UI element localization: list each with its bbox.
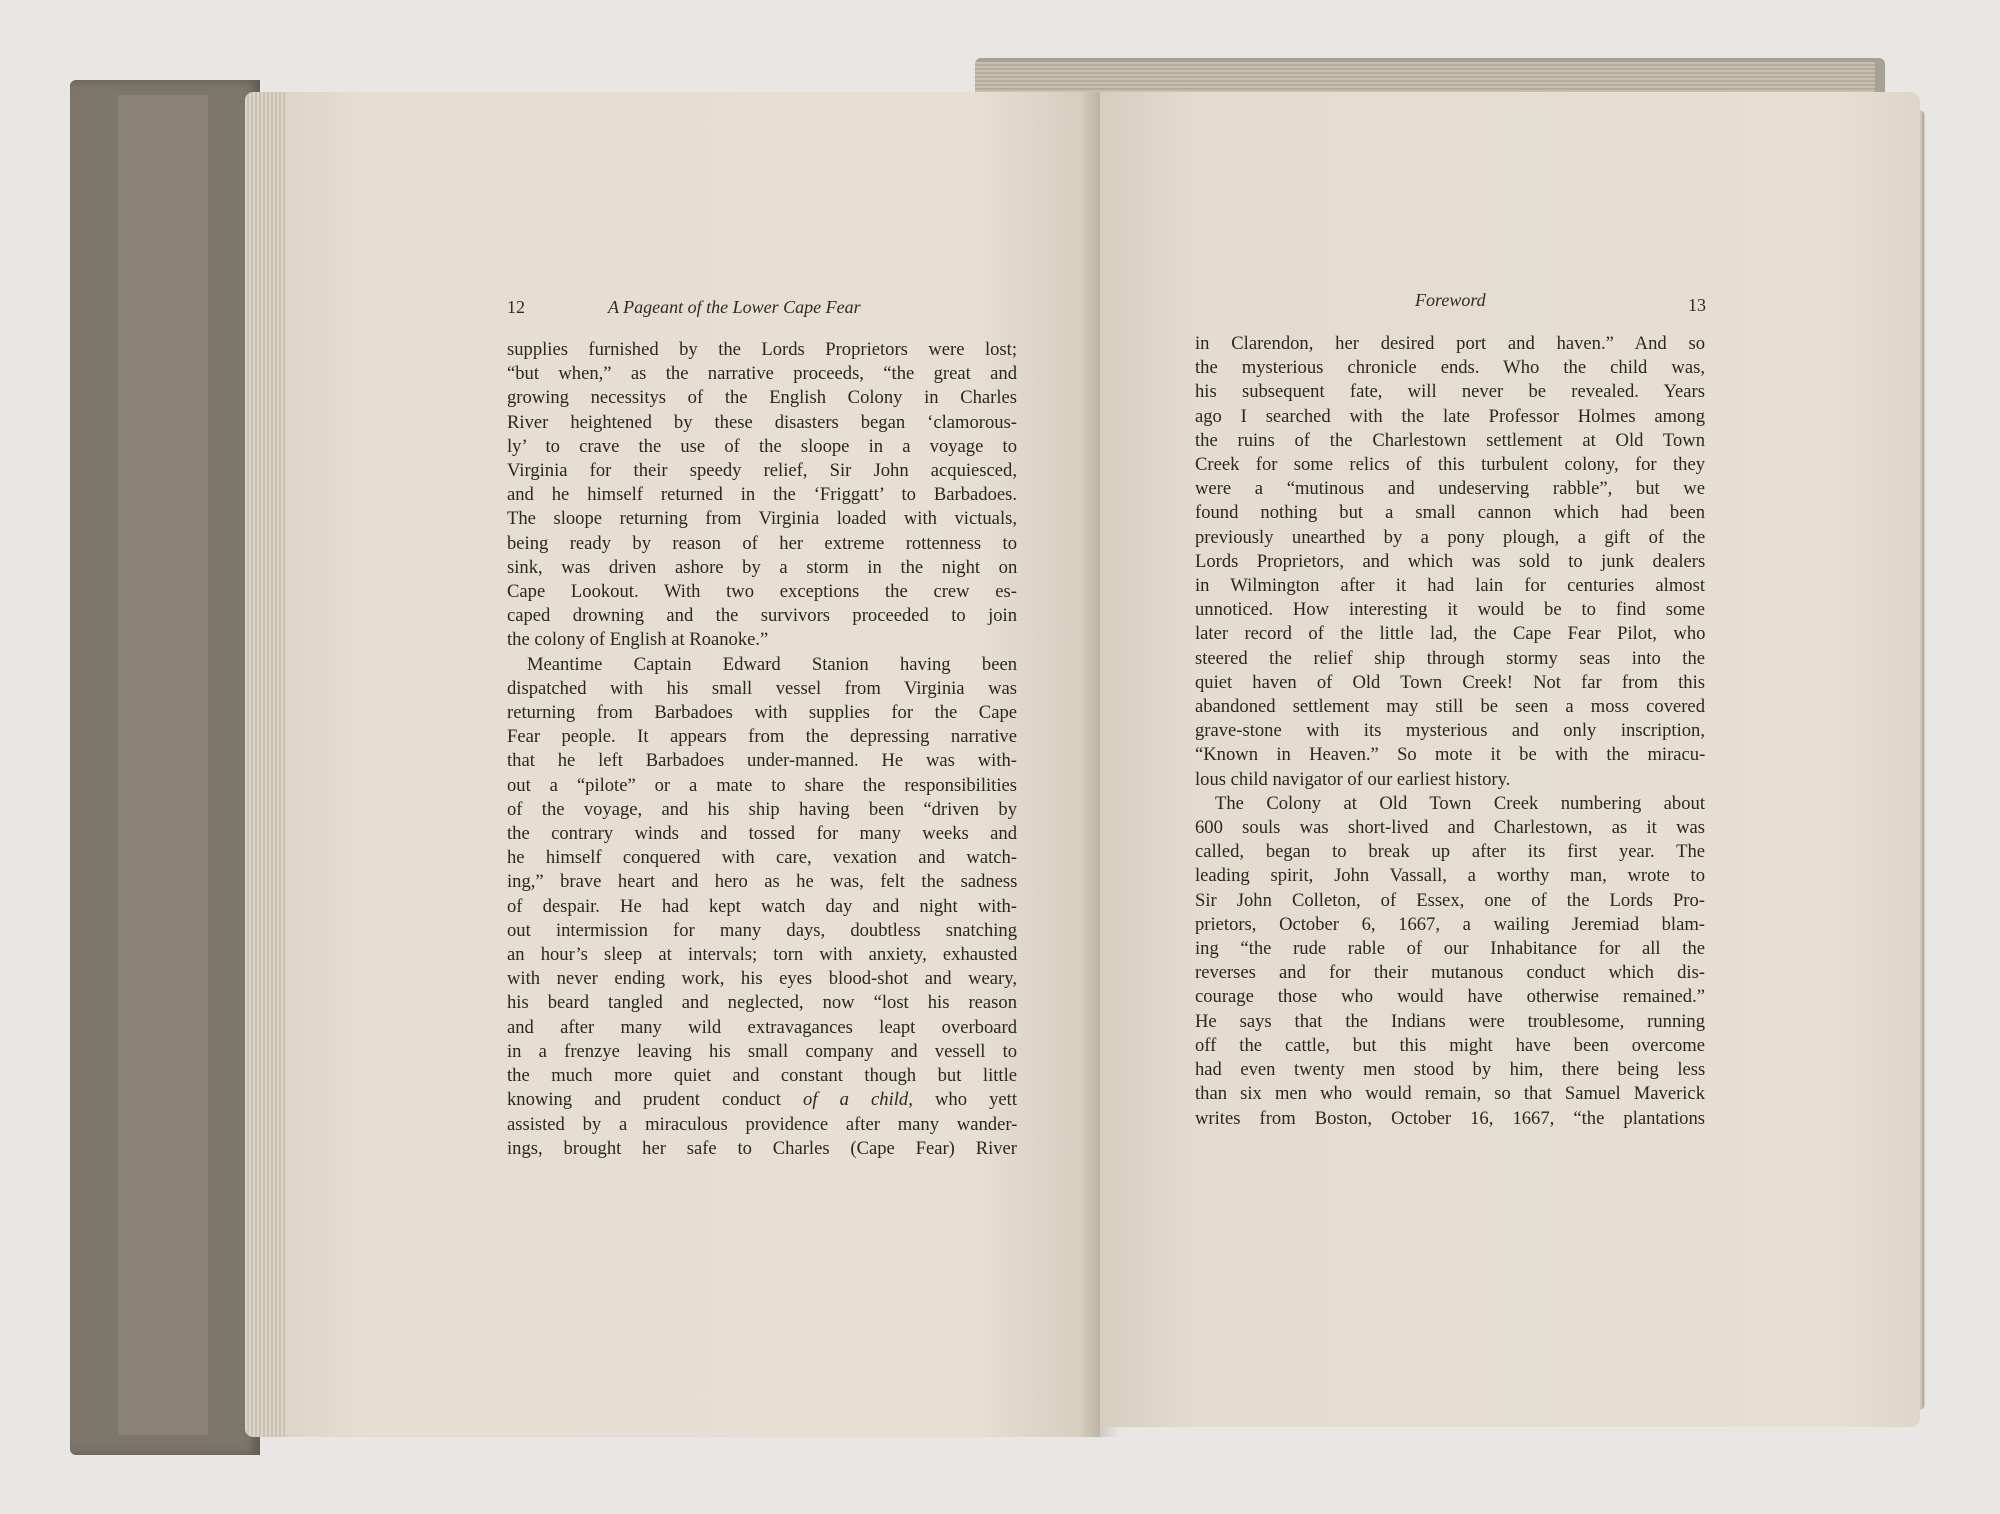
text-line: 600 souls was short-lived and Charlestown, as it was: [1195, 817, 1705, 839]
italic-phrase: of a child,: [803, 1089, 913, 1111]
text-line: the colony of English at Roanoke.”: [507, 629, 769, 651]
text-line: the contrary winds and tossed for many weeks and: [507, 823, 1017, 845]
text-line: returning from Barbadoes with supplies for the Cape: [507, 702, 1017, 724]
text-line: Lords Proprietors, and which was sold to junk dealers: [1195, 550, 1706, 572]
text-line: than six men who would remain, so that Samuel Maverick: [1195, 1083, 1705, 1105]
text-line: off the cattle, but this might have been overcome: [1195, 1034, 1705, 1056]
text-line: his subsequent fate, will never be revealed. Years: [1195, 381, 1705, 403]
right-page-text: [1195, 332, 1705, 1131]
text-line: the much more quiet and constant though but little: [507, 1065, 1017, 1087]
text-line: River heightened by these disasters began ‘clamorous-: [507, 411, 1017, 433]
text-line: an hour’s sleep at intervals; torn with anxiety, exhausted: [507, 944, 1018, 966]
text-line: The sloope returning from Virginia loaded with victuals,: [507, 508, 1017, 530]
text-line: ing “the rude rable of our Inhabitance for all the: [1195, 938, 1705, 960]
text-line: lous child navigator of our earliest history.: [1195, 768, 1511, 790]
text-line: leading spirit, John Vassall, a worthy man, wrote to: [1195, 865, 1705, 887]
text-line: ago I searched with the late Professor Holmes among: [1195, 405, 1705, 427]
text-line: Virginia for their speedy relief, Sir John acquiesced,: [507, 460, 1017, 482]
right-running-title: Foreword: [1415, 290, 1486, 310]
text-line: of despair. He had kept watch day and night with-: [507, 895, 1017, 917]
text-line: were a “mutinous and undeserving rabble”, but we: [1195, 478, 1705, 500]
left-running-title: A Pageant of the Lower Cape Fear: [608, 297, 861, 317]
text-line: unnoticed. How interesting it would be to find some: [1195, 599, 1705, 621]
text-line: and after many wild extravagances leapt overboard: [507, 1016, 1017, 1038]
text-line: with never ending work, his eyes blood-shot and weary,: [507, 968, 1017, 990]
text-line: of the voyage, and his ship having been “driven by: [507, 798, 1017, 820]
text-line: dispatched with his small vessel from Virginia was: [507, 677, 1017, 699]
text-line: Creek for some relics of this turbulent colony, for they: [1195, 454, 1705, 476]
text-line: “Known in Heaven.” So mote it be with the miracu-: [1195, 744, 1706, 766]
text-line: grave-stone with its mysterious and only inscription,: [1195, 720, 1705, 742]
text-line: he himself conquered with care, vexation and watch-: [507, 847, 1017, 869]
text-line: found nothing but a small cannon which had been: [1195, 502, 1705, 524]
text-line: in Wilmington after it had lain for centuries almost: [1195, 575, 1705, 597]
text-line: sink, was driven ashore by a storm in the night on: [507, 556, 1018, 578]
text-line: ly’ to crave the use of the sloope in a voyage to: [507, 435, 1017, 457]
right-page: [1100, 92, 1920, 1427]
text-line: The Colony at Old Town Creek numbering about: [1215, 792, 1705, 814]
text-line: ing,” brave heart and hero as he was, felt the sadness: [507, 871, 1018, 893]
text-line: being ready by reason of her extreme rottenness to: [507, 532, 1017, 554]
text-line: He says that the Indians were troublesome, running: [1195, 1010, 1705, 1032]
text-line: assisted by a miraculous providence after many wander-: [507, 1113, 1018, 1135]
text-line: steered the relief ship through stormy seas into the: [1195, 647, 1705, 669]
text-line: later record of the little lad, the Cape Fear Pilot, who: [1195, 623, 1706, 645]
left-page-number: 12: [507, 297, 525, 317]
text-span: who yett: [934, 1089, 1017, 1111]
text-line: the mysterious chronicle ends. Who the child was,: [1195, 357, 1705, 379]
text-line: that he left Barbadoes under-manned. He was with-: [507, 750, 1017, 772]
text-line: out a “pilote” or a mate to share the responsibilities: [507, 774, 1017, 796]
text-line: growing necessitys of the English Colony in Charles: [507, 387, 1017, 409]
text-line: quiet haven of Old Town Creek! Not far from this: [1195, 671, 1705, 693]
book-cover-strip: [118, 95, 208, 1435]
page-edges-left: [245, 92, 290, 1437]
left-page-text: [507, 338, 1017, 1161]
text-line: the ruins of the Charlestown settlement at Old Town: [1195, 429, 1705, 451]
text-line: caped drowning and the survivors proceeded to join: [507, 605, 1017, 627]
text-line: abandoned settlement may still be seen a moss covered: [1195, 696, 1705, 718]
text-line: out intermission for many days, doubtless snatching: [507, 919, 1017, 941]
text-line: writes from Boston, October 16, 1667, “the plantations: [1195, 1107, 1705, 1129]
text-line: Sir John Colleton, of Essex, one of the Lords Pro-: [1195, 889, 1705, 911]
text-line: prietors, October 6, 1667, a wailing Jeremiad blam-: [1195, 913, 1705, 935]
text-line: Meantime Captain Edward Stanion having been: [527, 653, 1017, 675]
text-line: courage those who would have otherwise remained.”: [1195, 986, 1705, 1008]
text-line: previously unearthed by a pony plough, a gift of the: [1195, 526, 1706, 548]
text-line: in Clarendon, her desired port and haven.” And so: [1195, 333, 1705, 354]
text-line: and he himself returned in the ‘Friggatt’ to Barbadoes.: [507, 484, 1017, 506]
text-line-with-italic: [507, 1088, 1017, 1112]
left-page: [285, 92, 1100, 1437]
text-line: ings, brought her safe to Charles (Cape Fear) River: [507, 1137, 1017, 1159]
text-line: in a frenzye leaving his small company and vessell to: [507, 1040, 1018, 1062]
text-line: “but when,” as the narrative proceeds, “the great and: [507, 363, 1017, 385]
text-line: Fear people. It appears from the depressing narrative: [507, 726, 1017, 748]
text-line: had even twenty men stood by him, there being less: [1195, 1059, 1706, 1081]
text-line: supplies furnished by the Lords Proprietors were lost;: [507, 339, 1017, 360]
text-line: reverses and for their mutanous conduct which dis-: [1195, 962, 1705, 984]
right-page-number: 13: [1688, 295, 1706, 315]
text-line: his beard tangled and neglected, now “lost his reason: [507, 992, 1017, 1014]
text-line: Cape Lookout. With two exceptions the crew es-: [507, 581, 1017, 603]
text-span: knowing and prudent conduct: [507, 1089, 781, 1111]
text-line: called, began to break up after its first year. The: [1195, 841, 1705, 863]
